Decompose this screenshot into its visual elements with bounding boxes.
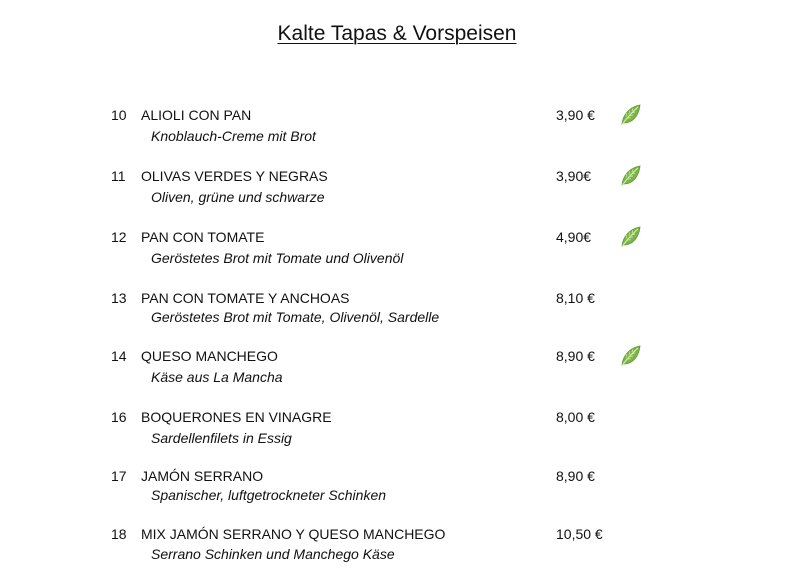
item-price: 3,90 € — [556, 107, 595, 123]
item-number: 10 — [111, 107, 127, 123]
item-description: Knoblauch-Creme mit Brot — [151, 128, 316, 144]
menu-item — [0, 228, 789, 278]
menu-item — [0, 106, 789, 156]
menu-item — [0, 167, 789, 217]
item-name: JAMÓN SERRANO — [141, 468, 264, 484]
item-price: 8,90 € — [556, 468, 595, 484]
item-name: ALIOLI CON PAN — [141, 107, 252, 123]
item-name: MIX JAMÓN SERRANO Y QUESO MANCHEGO — [141, 526, 446, 542]
item-description: Geröstetes Brot mit Tomate, Olivenöl, Sardelle — [151, 309, 440, 325]
leaf-icon — [619, 225, 643, 249]
item-price: 8,10 € — [556, 290, 595, 306]
item-name: PAN CON TOMATE Y ANCHOAS — [141, 290, 350, 306]
item-number: 16 — [111, 409, 127, 425]
item-price: 10,50 € — [556, 526, 603, 542]
menu-item — [0, 467, 789, 517]
menu-item — [0, 347, 789, 397]
item-description: Oliven, grüne und schwarze — [151, 189, 325, 205]
menu-item — [0, 525, 789, 575]
item-number: 12 — [111, 229, 127, 245]
menu-item — [0, 408, 789, 458]
item-price: 4,90€ — [556, 229, 592, 245]
item-number: 17 — [111, 468, 127, 484]
item-name: BOQUERONES EN VINAGRE — [141, 409, 332, 425]
item-description: Sardellenfilets in Essig — [151, 430, 292, 446]
item-number: 18 — [111, 526, 127, 542]
item-number: 11 — [111, 168, 126, 184]
item-price: 8,90 € — [556, 348, 595, 364]
item-description: Serrano Schinken und Manchego Käse — [151, 546, 395, 562]
item-price: 8,00 € — [556, 409, 595, 425]
item-number: 13 — [111, 290, 127, 306]
item-name: QUESO MANCHEGO — [141, 348, 278, 364]
page-title: Kalte Tapas & Vorspeisen — [277, 22, 517, 45]
item-price: 3,90€ — [556, 168, 592, 184]
item-name: PAN CON TOMATE — [141, 229, 265, 245]
leaf-icon — [619, 344, 643, 368]
menu-item — [0, 289, 789, 339]
item-name: OLIVAS VERDES Y NEGRAS — [141, 168, 328, 184]
item-description: Geröstetes Brot mit Tomate und Olivenöl — [151, 250, 404, 266]
item-number: 14 — [111, 348, 127, 364]
item-description: Spanischer, luftgetrockneter Schinken — [151, 487, 387, 503]
item-description: Käse aus La Mancha — [151, 369, 283, 385]
leaf-icon — [619, 164, 643, 188]
leaf-icon — [619, 103, 643, 127]
